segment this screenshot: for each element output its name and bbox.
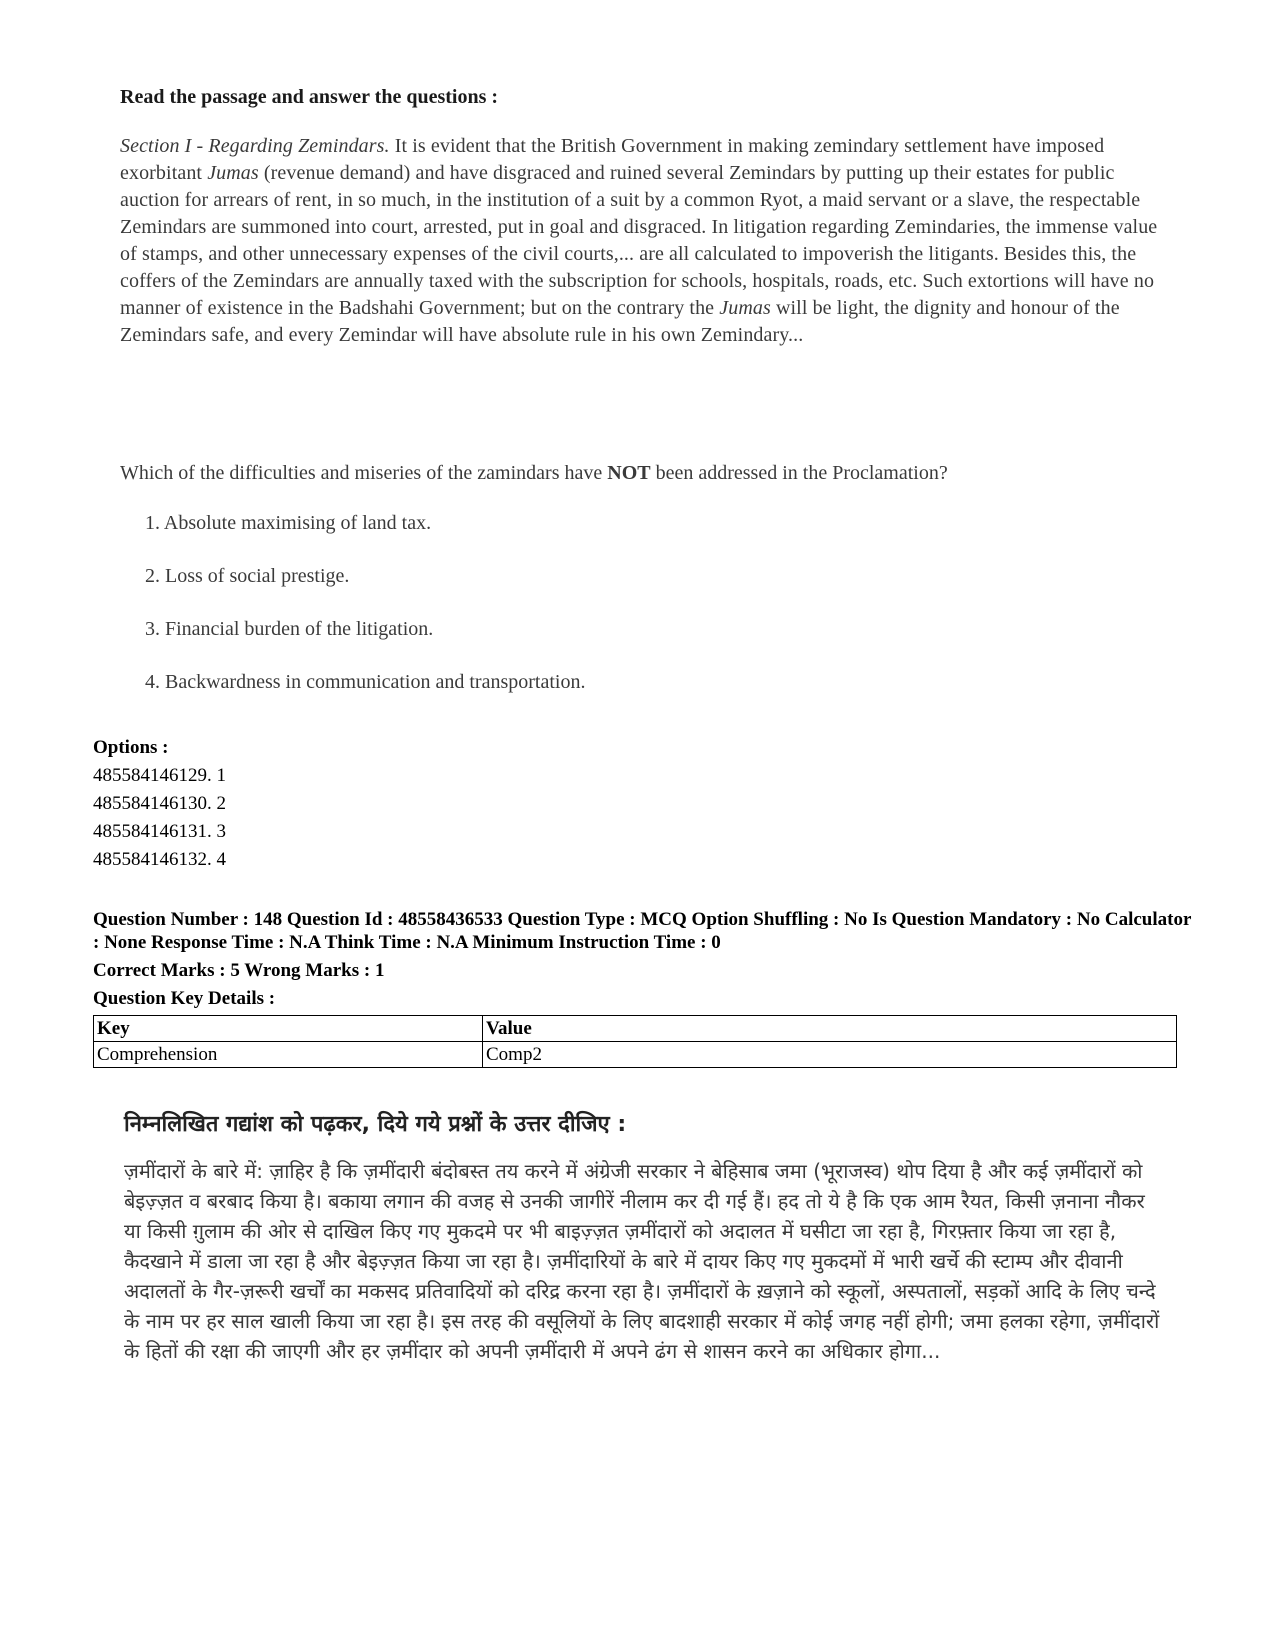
hindi-heading: निम्नलिखित गद्यांश को पढ़कर, दिये गये प्रश्नों के उत्तर दीजिए :: [124, 1112, 627, 1137]
key-details-table: [93, 1015, 1177, 1068]
question-statements: [145, 512, 585, 724]
options-label: Options :: [93, 737, 169, 758]
statement-item: 3. Financial burden of the litigation.: [145, 618, 434, 640]
table-row: [94, 1042, 1177, 1068]
marks-info: Correct Marks : 5 Wrong Marks : 1: [93, 960, 385, 981]
statement-item: 4. Backwardness in communication and transportation.: [145, 671, 586, 693]
key-details-label: Question Key Details :: [93, 988, 276, 1009]
option-item: 485584146130. 2: [93, 793, 226, 814]
table-header-key: Key: [94, 1016, 483, 1042]
question-after: been addressed in the Proclamation?: [650, 462, 948, 484]
passage-body: [120, 133, 1160, 349]
option-item: 485584146132. 4: [93, 849, 226, 870]
question-meta: [93, 908, 1193, 1010]
table-cell-key: Comprehension: [94, 1042, 483, 1068]
jumas-term: Jumas: [207, 162, 259, 184]
options-list: [93, 734, 226, 874]
table-cell-value: Comp2: [483, 1042, 1177, 1068]
question-text: [120, 462, 1160, 485]
hindi-body: ज़मींदारों के बारे में: ज़ाहिर है कि ज़मींदारी बंदोबस्त तय करने में अंग्रेजी सरकार ने बेहिसाब जमा (भूराजस्व) थोप दिया है और कई ज़मींदारों को बेइज़्ज़त व बरबाद किया है। बकाया लगान की वजह से उनकी जागीरें नीलाम कर दी गई हैं। हद तो ये है कि एक आम रैयत, किसी ज़नाना नौकर या किसी ग़ुलाम की ओर से दाखिल किए गए मुकदमे पर भी बाइज़्ज़त ज़मींदारों को अदालत में घसीटा जा रहा है, गिरफ़्तार किया जा रहा है, कैदखाने में डाला जा रहा है और बेइज़्ज़त किया जा रहा है। ज़मींदारियों के बारे में दायर किए गए मुकदमों में भारी खर्चे की स्टाम्प और दीवानी अदालतों के गैर-ज़रूरी खर्चों का मकसद प्रतिवादियों को दरिद्र करना रहा है। ज़मींदारों के ख़ज़ाने को स्कूलों, अस्पतालों, सड़कों आदि के लिए चन्दे के नाम पर हर साल खाली किया जा रहा है। इस तरह की वसूलियों के लिए बादशाही सरकार में कोई जगह नहीं होगी; जमा हलका रहेगा, ज़मींदारों के हितों की रक्षा की जाएगी और हर ज़मींदार को अपनी ज़मींदारी में अपने ढंग से शासन करने का अधिकार होगा...: [124, 1159, 1160, 1363]
statement-item: 1. Absolute maximising of land tax.: [145, 512, 432, 534]
table-header-row: [94, 1016, 1177, 1042]
question-before: Which of the difficulties and miseries of the zamindars have: [120, 462, 608, 484]
section-label: Section I - Regarding Zemindars.: [120, 135, 390, 157]
question-emphasis: NOT: [607, 462, 651, 484]
question-info: Question Number : 148 Question Id : 48558436533 Question Type : MCQ Option Shuffling : No Is Question Mandatory : No Calculator : None Response Time : N.A Think Time : N.A Minimum Instruction Time : 0: [93, 909, 1192, 953]
jumas-term: Jumas: [719, 297, 771, 319]
passage-text-2: (revenue demand) and have disgraced and ruined several Zemindars by putting up their estates for public auction for arrears of rent, in so much, in the institution of a suit by a common Ryot, a maid servant or a slave, the respectable Zemindars are summoned into court, arrested, put in goal and disgraced. In litigation regarding Zemindaries, the immense value of stamps, and other unnecessary expenses of the civil courts,... are all calculated to impoverish the litigants. Besides this, the coffers of the Zemindars are annually taxed with the subscription for schools, hospitals, roads, etc. Such extortions will have no manner of existence in the Badshahi Government; but on the contrary the: [120, 162, 1158, 319]
passage-text-1: It is evident that the British Government in making zemindary settlement have imposed exorbitant: [120, 135, 1105, 184]
statement-item: 2. Loss of social prestige.: [145, 565, 350, 587]
option-item: 485584146131. 3: [93, 821, 226, 842]
passage-text-3: will be light, the dignity and honour of the Zemindars safe, and every Zemindar will have absolute rule in his own Zemindary...: [120, 297, 1120, 346]
option-item: 485584146129. 1: [93, 765, 226, 786]
english-passage: [120, 84, 1160, 349]
passage-heading: Read the passage and answer the questions :: [120, 86, 499, 108]
hindi-passage: [124, 1108, 1164, 1366]
table-header-value: Value: [483, 1016, 1177, 1042]
